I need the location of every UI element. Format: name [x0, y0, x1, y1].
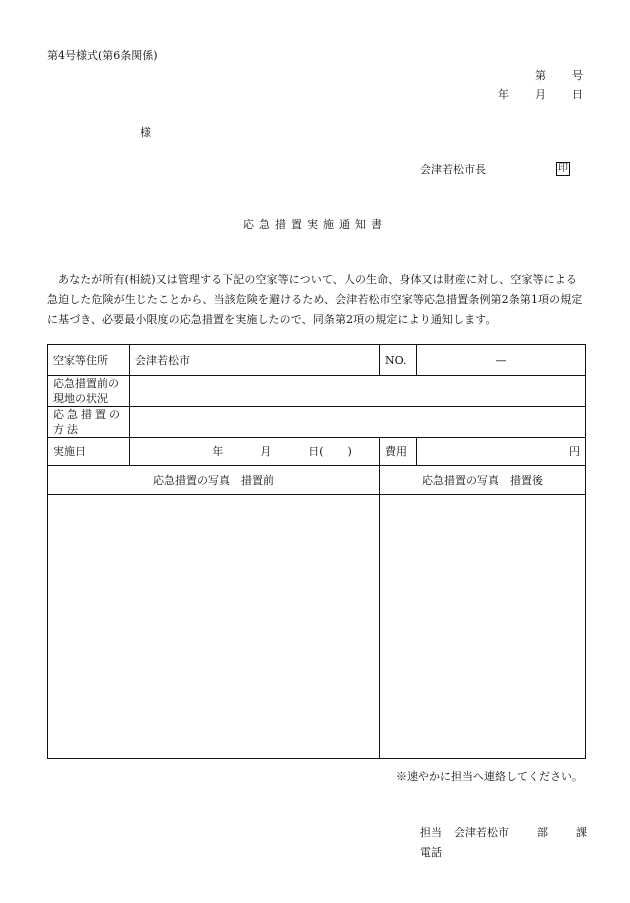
- impl-year: 年: [212, 445, 224, 458]
- condition-value: [130, 376, 586, 407]
- table-row: [48, 495, 586, 759]
- no-value: —: [417, 345, 586, 376]
- document-title: 応急措置実施通知書: [243, 218, 387, 231]
- photo-before-header: 応急措置の写真 措置前: [48, 466, 380, 495]
- document-number: [535, 67, 583, 83]
- measure-table: [47, 344, 586, 759]
- cost-unit: 円: [417, 438, 586, 466]
- photo-after-area: [380, 495, 586, 759]
- table-row: [48, 376, 586, 407]
- contact-line: [420, 824, 587, 840]
- photo-after-header: 応急措置の写真 措置後: [380, 466, 586, 495]
- body-paragraph: あなたが所有(相続)又は管理する下記の空家等について、人の生命、身体又は財産に対し、空家等による急迫した危険が生じたことから、当該危険を避けるため、会津若松市空家等応急措置条例第2条第1項の規定に基づき、必要最小限度の応急措置を実施したので、同条第2項の規定により通知します。: [47, 273, 583, 326]
- no-label: NO.: [380, 345, 417, 376]
- address-value: 会津若松市: [130, 345, 380, 376]
- phone-label: 電話: [420, 846, 442, 859]
- table-row: [48, 407, 586, 438]
- contact-note: ※速やかに担当へ連絡してください。: [396, 770, 583, 783]
- issuer-block: [420, 161, 570, 177]
- impl-day: 日(: [308, 445, 324, 458]
- method-value: [130, 407, 586, 438]
- date-year: 年: [498, 88, 509, 101]
- issuer-name: 会津若松市長: [420, 163, 486, 176]
- seal-mark: 印: [558, 163, 568, 174]
- number-suffix: 号: [572, 69, 583, 82]
- contact-dept-block: [521, 824, 587, 840]
- date-month: 月: [535, 88, 546, 101]
- impl-month: 月: [260, 445, 272, 458]
- recipient: 様: [140, 126, 151, 139]
- date-label: 実施日: [48, 438, 130, 466]
- cost-label: 費用: [380, 438, 417, 466]
- contact-org: 会津若松市: [454, 826, 509, 839]
- photo-before-area: [48, 495, 380, 759]
- form-code: 第4号様式(第6条関係): [47, 49, 158, 62]
- method-label: 応急措置の方法: [48, 407, 130, 438]
- number-prefix: 第: [535, 69, 546, 82]
- impl-close: ): [347, 445, 352, 458]
- condition-label: 応急措置前の現地の状況: [48, 376, 130, 407]
- table-row: [48, 438, 586, 466]
- date-value: [130, 438, 380, 466]
- contact-label: 担当: [420, 826, 442, 839]
- address-label: 空家等住所: [48, 345, 130, 376]
- table-row: [48, 466, 586, 495]
- date-day: 日: [572, 88, 583, 101]
- table-row: [48, 345, 586, 376]
- contact-section: 課: [576, 826, 587, 839]
- contact-dept: 部: [537, 826, 548, 839]
- document-date: [498, 86, 583, 102]
